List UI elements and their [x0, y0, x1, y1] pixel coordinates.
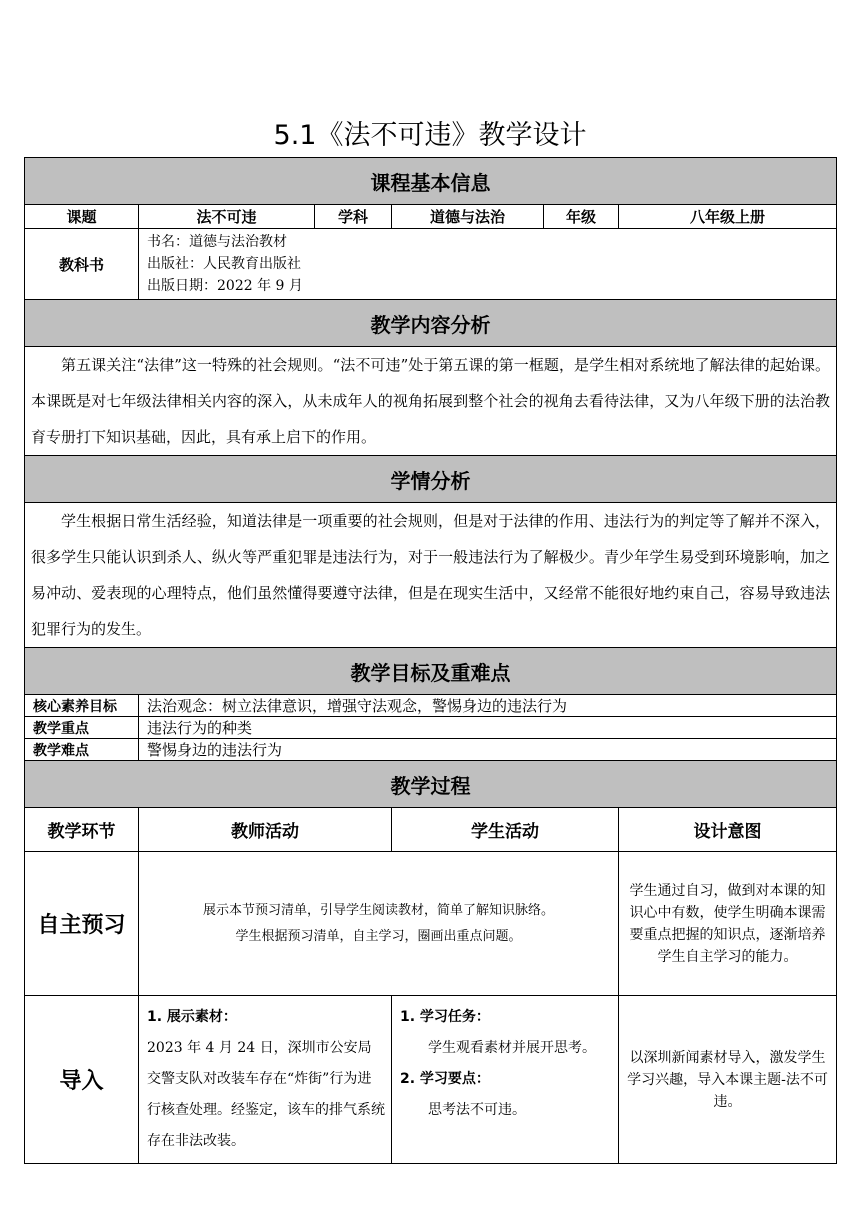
- student-point-text: 思考法不可违。: [428, 1102, 526, 1118]
- preview-intent: 学生通过自习，做到对本课的知识心中有数，使学生明确本课需要重点把握的知识点，逐渐培养学生自主学习的能力。: [619, 852, 837, 996]
- student-point-heading: 2. 学习要点：: [400, 1071, 490, 1087]
- difficulty-value: 警惕身边的违法行为: [139, 739, 837, 761]
- key-point-label: 教学重点: [25, 717, 139, 739]
- column-intent: 设计意图: [619, 808, 837, 852]
- basic-info-header: 课程基本信息: [25, 158, 837, 205]
- teacher-activity-heading: 1. 展示素材：: [147, 1009, 237, 1025]
- process-header: 教学过程: [25, 761, 837, 808]
- textbook-publisher: 出版社：人民教育出版社: [147, 256, 301, 272]
- column-stage: 教学环节: [25, 808, 139, 852]
- page-title: 5.1《法不可违》教学设计: [273, 120, 587, 151]
- preview-activity-line: 展示本节预习清单，引导学生阅读教材，简单了解知识脉络。: [202, 902, 554, 918]
- student-task-text: 学生观看素材并展开思考。: [428, 1040, 596, 1056]
- core-goal-value: 法治观念：树立法律意识，增强守法观念，警惕身边的违法行为: [139, 695, 837, 717]
- lesson-plan-table: [24, 157, 837, 1164]
- student-analysis-text: 学生根据日常生活经验，知道法律是一项重要的社会规则，但是对于法律的作用、违法行为的判定等了解并不深入，很多学生只能认识到杀人、纵火等严重犯罪是违法行为，对于一般违法行为了解极少。青少年学生易受到环境影响，加之易冲动、爱表现的心理特点，他们虽然懂得要遵守法律，但是在现实生活中，又经常不能很好地约束自己，容易导致违法犯罪行为的发生。: [25, 503, 837, 648]
- topic-value: 法不可违: [139, 205, 315, 229]
- stage-preview: 自主预习: [25, 852, 139, 996]
- difficulty-label: 教学难点: [25, 739, 139, 761]
- student-task-heading: 1. 学习任务：: [400, 1009, 490, 1025]
- grade-value: 八年级上册: [619, 205, 837, 229]
- subject-value: 道德与法治: [392, 205, 544, 229]
- core-goal-label: 核心素养目标: [25, 695, 139, 717]
- subject-label: 学科: [315, 205, 392, 229]
- column-teacher: 教师活动: [139, 808, 392, 852]
- content-analysis-text: 第五课关注“法律”这一特殊的社会规则。“法不可违”处于第五课的第一框题，是学生相对系统地了解法律的起始课。本课既是对七年级法律相关内容的深入，从未成年人的视角拓展到整个社会的视角去看待法律，又为八年级下册的法治教育专册打下知识基础，因此，具有承上启下的作用。: [25, 347, 837, 456]
- intro-student-activity: [392, 996, 619, 1164]
- intro-teacher-activity: [139, 996, 392, 1164]
- content-analysis-header: 教学内容分析: [25, 300, 837, 347]
- student-analysis-header: 学情分析: [25, 456, 837, 503]
- intro-intent: 以深圳新闻素材导入，激发学生学习兴趣，导入本课主题-法不可违。: [619, 996, 837, 1164]
- key-point-value: 违法行为的种类: [139, 717, 837, 739]
- column-student: 学生活动: [392, 808, 619, 852]
- topic-label: 课题: [25, 205, 139, 229]
- grade-label: 年级: [544, 205, 619, 229]
- preview-activity-line: 学生根据预习清单，自主学习，圈画出重点问题。: [235, 928, 522, 944]
- objectives-header: 教学目标及重难点: [25, 648, 837, 695]
- textbook-info: [139, 229, 837, 300]
- textbook-label: 教科书: [25, 229, 139, 300]
- textbook-date: 出版日期：2022 年 9 月: [147, 278, 303, 294]
- textbook-name: 书名：道德与法治教材: [147, 234, 287, 250]
- preview-activity: [139, 852, 619, 996]
- teacher-activity-text: 2023 年 4 月 24 日，深圳市公安局交警支队对改装车存在“炸街”行为进行核查处理。经鉴定，该车的排气系统存在非法改装。: [147, 1040, 385, 1149]
- stage-intro: 导入: [25, 996, 139, 1164]
